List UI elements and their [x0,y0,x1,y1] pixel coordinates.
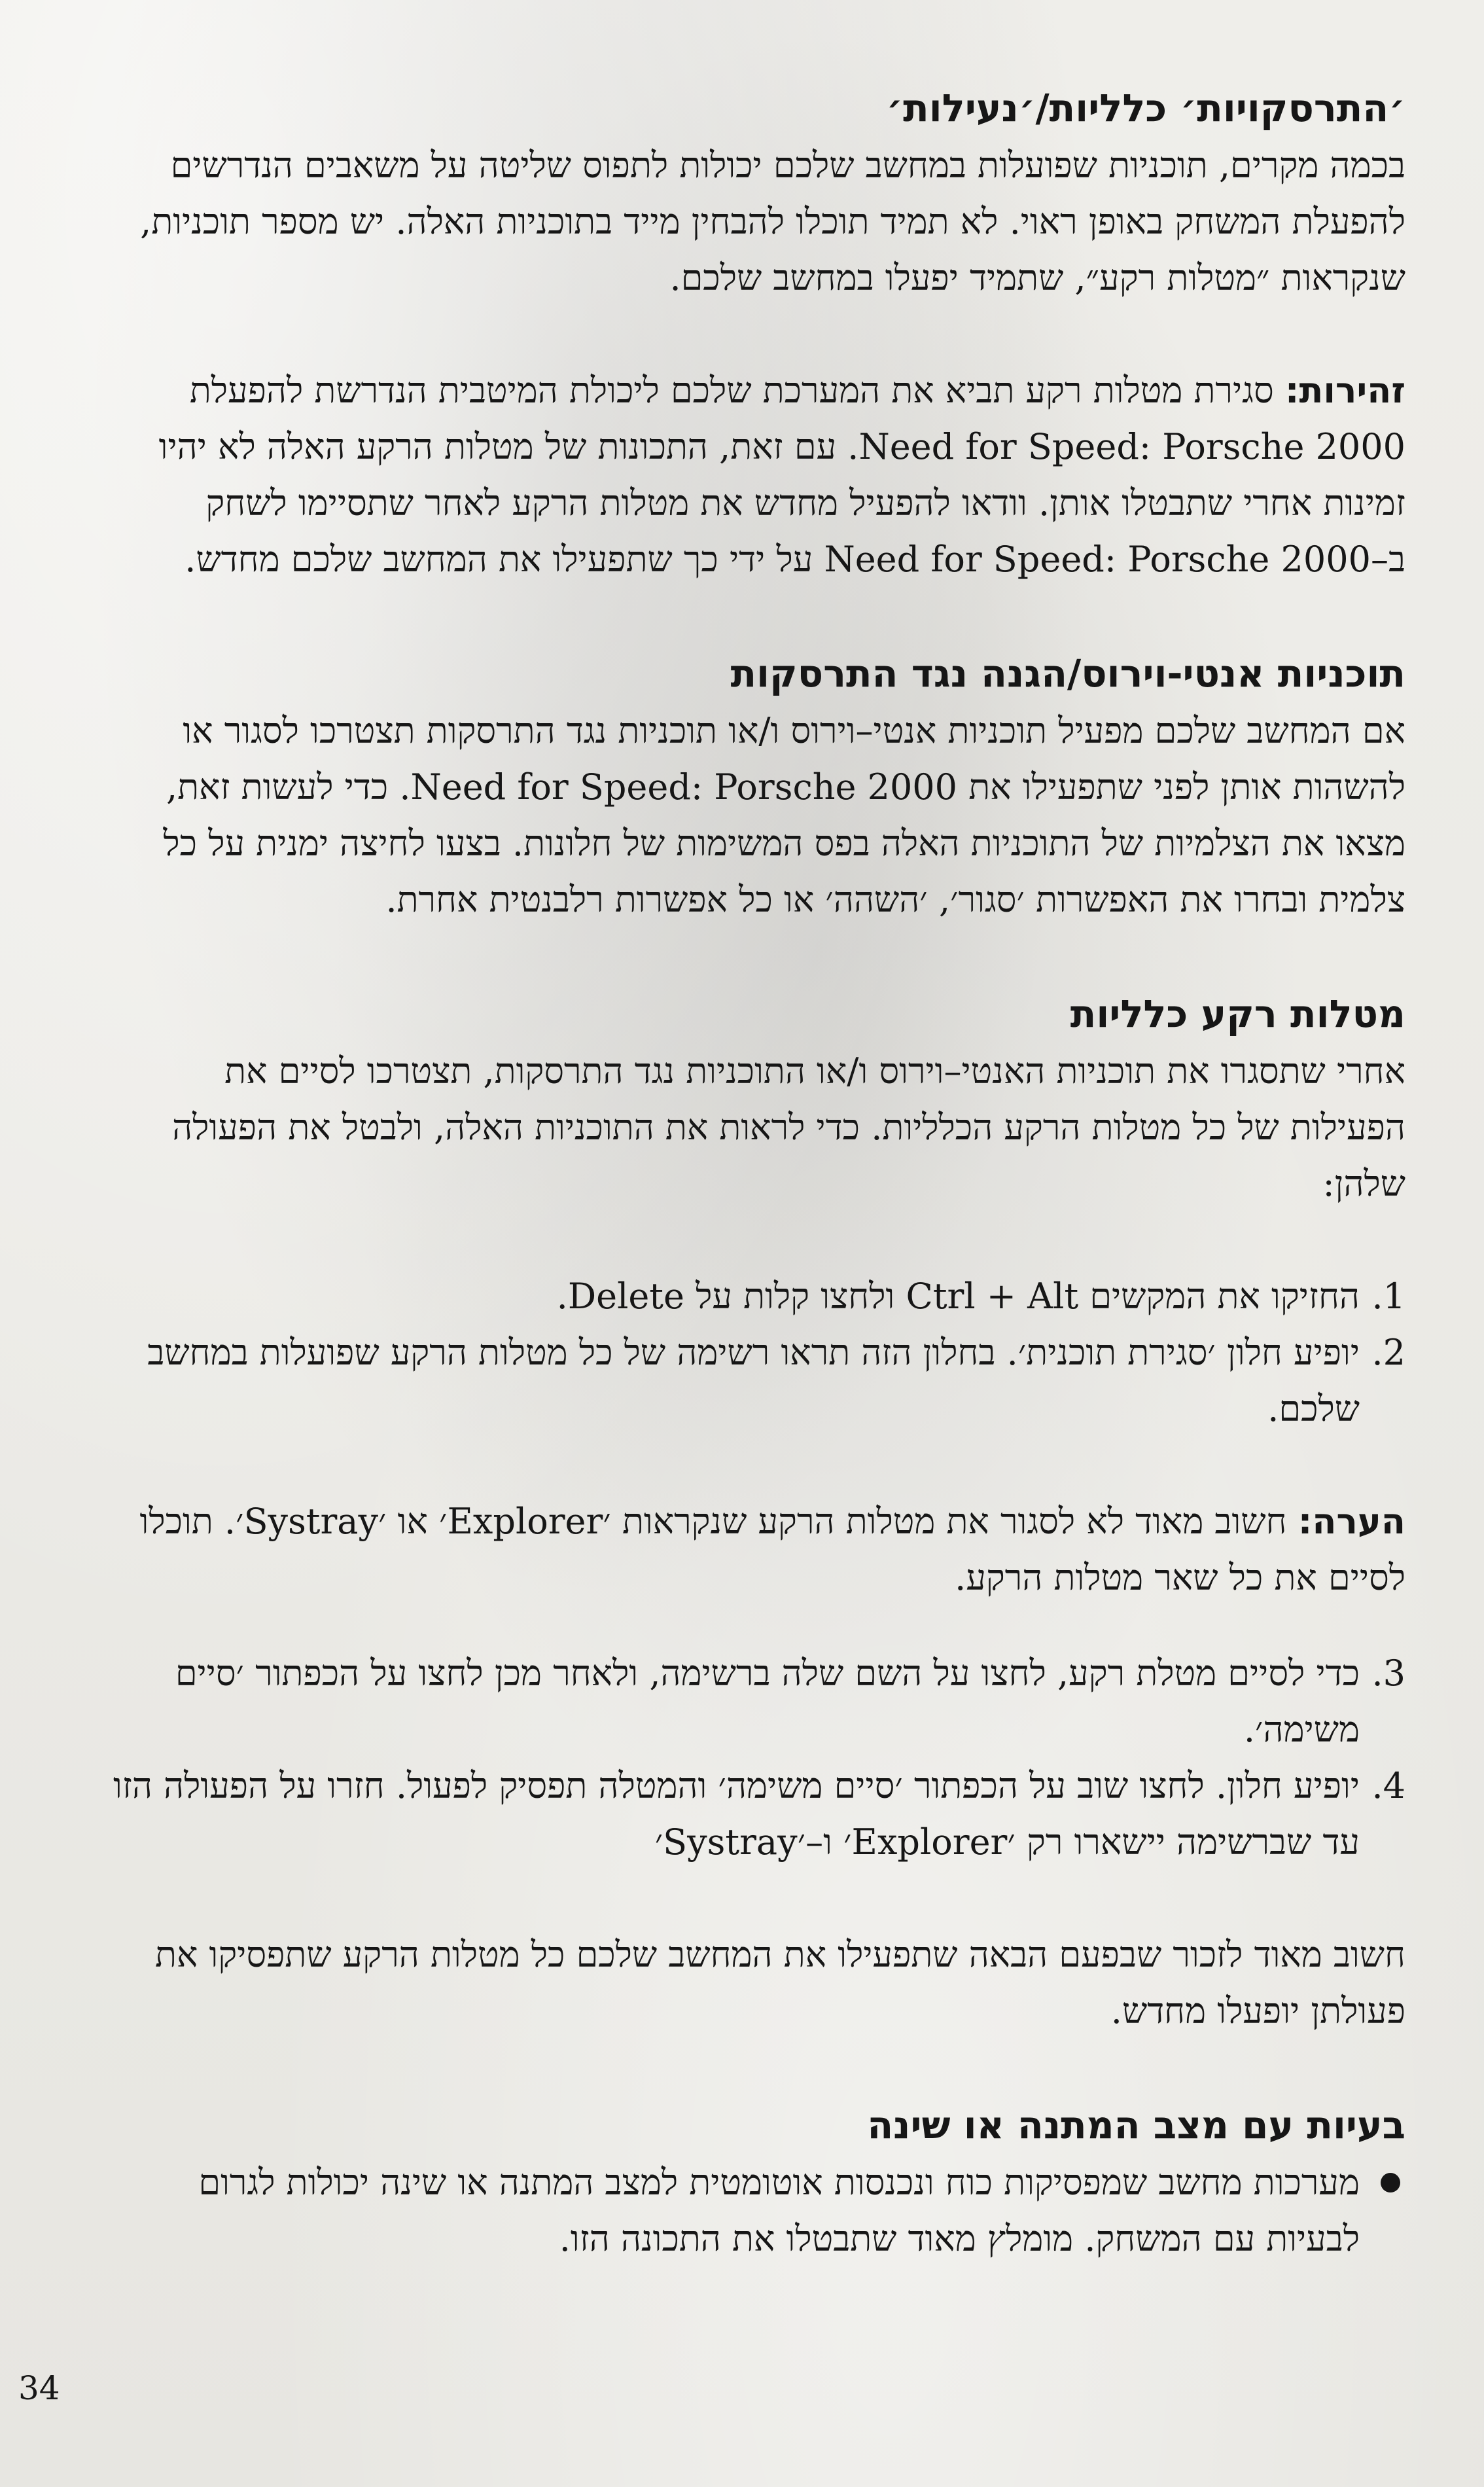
page-content [98,79,1405,2267]
bullet-dot-icon [1381,2173,1400,2192]
steps-list-2 [98,1645,1405,1870]
list-item [98,1645,1405,1758]
steps-list-1 [98,1268,1405,1437]
spacer [98,2039,1405,2096]
step-text: החזיקו את המקשים Ctrl + Alt ולחצו קלות על Delete. [556,1276,1360,1317]
caution-label: זהירות: [1284,370,1405,411]
antivirus-paragraph: אם המחשב שלכם מפעיל תוכניות אנטי–וירוס ו/או תוכניות נגד התרסקות תצטרכו לסגור או להשהות אותן לפני שתפעילו את Need for Speed: Porsche 2000. כדי לעשות זאת, מצאו את הצלמיות של התוכניות האלה בפס המשימות של חלונות. בצעו לחיצה ימנית על כל צלמית ובחרו את האפשרות ׳סגור׳, ׳השהה׳ או כל אפשרות רלבנטית אחרת. [163,710,1405,920]
section-heading-crashes: ׳התרסקויות׳ כלליות/׳נעילות׳ [886,86,1405,130]
list-item [98,1758,1405,1870]
spacer [98,588,1405,644]
step-number: 2. [1371,1332,1405,1373]
bullet-text: מערכות מחשב שמפסיקות כוח ונכנסות אוטומטית למצב המתנה או שינה יכולות לגרום לבעיות עם המשחק. מומלץ מאוד שתבטלו את התכונה הזו. [198,2162,1360,2259]
caution-text: סגירת מטלות רקע תביא את המערכת שלכם ליכולת המיטבית הנדרשת להפעלת Need for Speed: Porsche 2000. עם זאת, התכונות של מטלות הרקע האלה לא יהיו זמינות אחרי שתבטלו אותן. וודאו להפעיל מחדש את מטלות הרקע לאחר שתסיימו לשחק ב–Need for Speed: Porsche 2000 על ידי כך שתפעילו את המחשב שלכם מחדש. [158,370,1405,580]
section-heading-background-tasks: מטלות רקע כלליות [1070,992,1405,1036]
step-text: יופיע חלון. לחצו שוב על הכפתור ׳סיים משימה׳ והמטלה תפסיק לפעול. חזרו על הפעולה הזו עד שברשימה יישארו רק ׳Explorer׳ ו–׳Systray׳ [113,1765,1360,1863]
note-paragraph [98,1494,1405,1606]
caution-paragraph [98,363,1405,588]
step-number: 1. [1371,1276,1405,1317]
list-item [98,1268,1405,1325]
section-heading-sleep-mode: בעיות עם מצב המתנה או שינה [867,2103,1405,2147]
spacer [98,1437,1405,1494]
crashes-paragraph: בכמה מקרים, תוכניות שפועלות במחשב שלכם יכולות לתפוס שליטה על משאבים הנדרשים להפעלת המשחק באופן ראוי. לא תמיד תוכלו להבחין מייד בתוכניות האלה. יש מספר תוכניות, שנקראות ״מטלות רקע״, שתמיד יפעלו במחשב שלכם. [140,145,1405,298]
spacer [98,1212,1405,1268]
step-text: כדי לסיים מטלת רקע, לחצו על השם שלה ברשימה, ולאחר מכן לחצו על הכפתור ׳סיים משימה׳. [175,1653,1360,1750]
note-text: חשוב מאוד לא לסגור את מטלות הרקע שנקראות ׳Explorer׳ או ׳Systray׳. תוכלו לסיים את כל שאר מטלות הרקע. [139,1501,1405,1598]
spacer [98,306,1405,363]
section-heading-antivirus: תוכניות אנטי-וירוס/הגנה נגד התרסקות [730,651,1405,696]
step-text: יופיע חלון ׳סגירת תוכנית׳. בחלון הזה תראו רשימה של כל מטלות הרקע שפועלות במחשב שלכם. [147,1332,1360,1429]
background-tasks-paragraph: אחרי שתסגרו את תוכניות האנטי–וירוס ו/או התוכניות נגד התרסקות, תצטרכו לסיים את הפעילות של כל מטלות הרקע הכלליות. כדי לראות את התוכניות האלה, ולבטל את הפעולה שלהן: [172,1050,1405,1204]
list-item [98,1325,1405,1437]
spacer [98,928,1405,984]
bullet-item [98,2155,1405,2267]
step-number: 3. [1371,1653,1405,1694]
reminder-paragraph: חשוב מאוד לזכור שבפעם הבאה שתפעילו את המחשב שלכם כל מטלות הרקע שתפסיקו את פעולתן יופעלו מחדש. [155,1934,1405,2031]
spacer [98,1606,1405,1645]
note-label: הערה: [1298,1501,1405,1542]
step-number: 4. [1371,1765,1405,1806]
spacer [98,1870,1405,1927]
page-number: 34 [18,2369,60,2407]
